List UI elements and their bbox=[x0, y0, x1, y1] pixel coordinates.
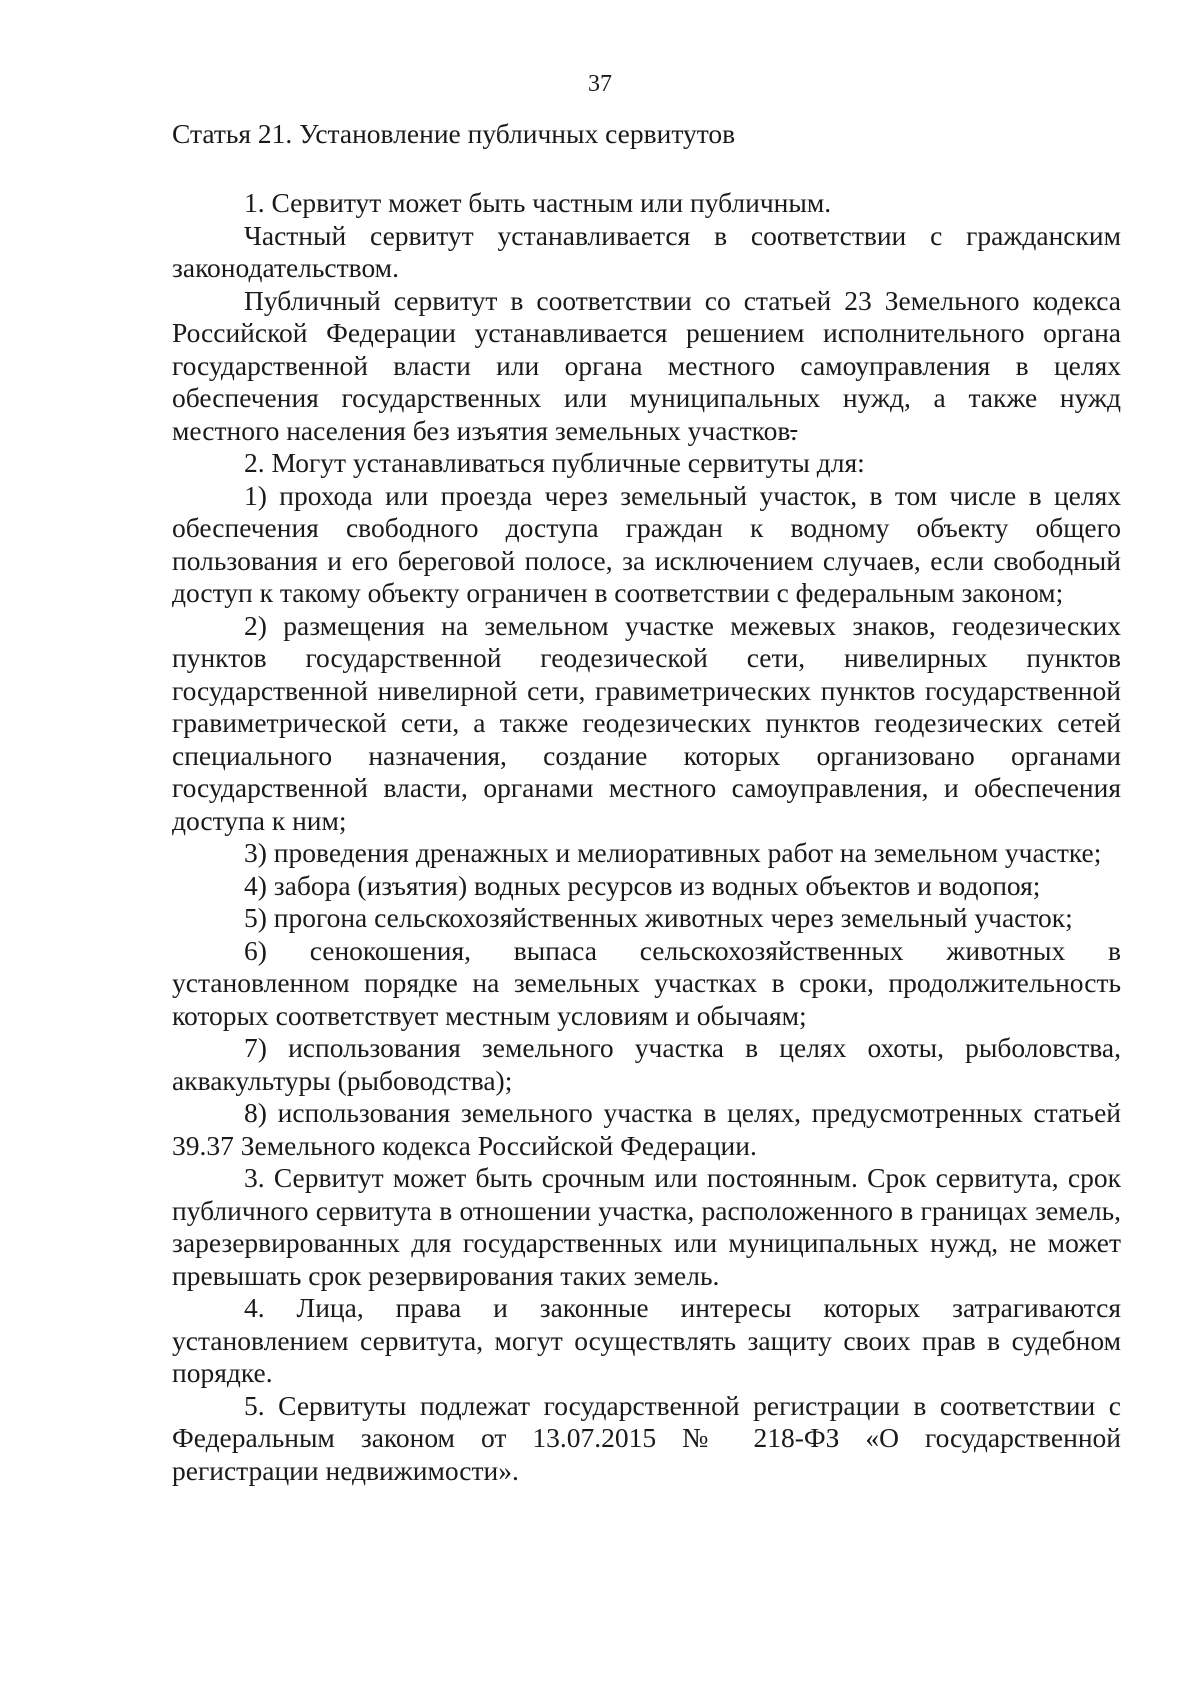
list-item-4: 4) забора (изъятия) водных ресурсов из водных объектов и водопоя; bbox=[244, 869, 1041, 901]
paragraph-4: 2. Могут устанавливаться публичные сервитуты для: bbox=[244, 447, 865, 478]
paragraph-2: Частный сервитут устанавливается в соответствии с гражданским законодательством. bbox=[172, 219, 1121, 283]
list-item-7: 7) использования земельного участка в целях охоты, рыболовства, аквакультуры (рыбоводства); bbox=[172, 1032, 1121, 1096]
list-item-5: 5) прогона сельскохозяйственных животных через земельный участок; bbox=[244, 902, 1073, 933]
document-body bbox=[172, 187, 1121, 1487]
article-title: Статья 21. Установление публичных сервитутов bbox=[172, 118, 736, 149]
list-item-2: 2) размещения на земельном участке межевых знаков, геодезических пунктов государственной геодезической сети, нивелирных пунктов государственной нивелирной сети, гравиметрических пунктов государственной гравиметрической сети, а также геодезических пунктов геодезических сетей специального назначения, создание которых организовано органами государственной власти, органами местного самоуправления, и обеспечения доступа к ним; bbox=[172, 609, 1121, 836]
paragraph-section-5: 5. Сервитуты подлежат государственной регистрации в соответствии с Федеральным законом от 13.07.2015 № 218-ФЗ «О государственной регистрации недвижимости». bbox=[172, 1389, 1121, 1486]
list-item-6: 6) сенокошения, выпаса сельскохозяйственных животных в установленном порядке на земельных участках в сроки, продолжительность которых соответствует местным условиям и обычаям; bbox=[172, 934, 1121, 1031]
paragraph-section-4: 4. Лица, права и законные интересы которых затрагиваются установлением сервитута, могут осуществлять защиту своих прав в судебном порядке. bbox=[172, 1292, 1121, 1388]
page-number: 37 bbox=[588, 71, 612, 97]
paragraph-section-3: 3. Сервитут может быть срочным или постоянным. Срок сервитута, срок публичного сервитута в отношении участка, расположенного в границах земель, зарезервированных для государственных или муниципальных нужд, не может превышать срок резервирования таких земель. bbox=[172, 1162, 1121, 1291]
paragraph-1: 1. Сервитут может быть частным или публичным. bbox=[244, 187, 832, 218]
list-item-8: 8) использования земельного участка в целях, предусмотренных статьей 39.37 Земельного кодекса Российской Федерации. bbox=[172, 1097, 1121, 1161]
list-item-3: 3) проведения дренажных и мелиоративных работ на земельном участке; bbox=[244, 837, 1102, 868]
paragraph-3-text: Публичный сервитут в соответствии со статьей 23 Земельного кодекса Российской Федерации устанавливается решением исполнительного органа государственной власти или органа местного самоуправления в целях обеспечения государственных или муниципальных нужд, а также нужд местного населения без изъятия земельных участков bbox=[172, 284, 1121, 446]
paragraph-3 bbox=[172, 285, 1121, 448]
list-item-1: 1) прохода или проезда через земельный участок, в том числе в целях обеспечения свободного доступа граждан к водному объекту общего пользования и его береговой полосе, за исключением случаев, если свободный доступ к такому объекту ограничен в соответствии с федеральным законом; bbox=[172, 479, 1121, 608]
struck-period: . bbox=[790, 414, 798, 446]
